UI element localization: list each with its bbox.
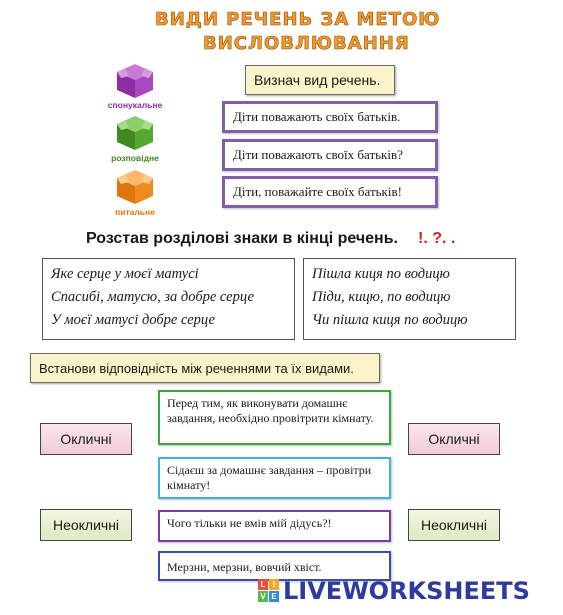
logo-square: L bbox=[258, 579, 268, 590]
box-label-spunkalne: спонукальне bbox=[107, 100, 163, 110]
poem-line[interactable]: Пішла киця по водицю bbox=[312, 266, 450, 282]
sentence-drop-target-1[interactable] bbox=[222, 101, 438, 133]
sentence-text: Діти поважають своїх батьків. bbox=[233, 109, 401, 124]
box-icon-pytalne bbox=[115, 166, 155, 211]
task2-marks: !. ?. . bbox=[418, 230, 456, 247]
logo-squares bbox=[258, 579, 280, 603]
poem-line[interactable]: У моєї матусі добре серце bbox=[51, 312, 215, 328]
task3-instruction: Встанови відповідність між реченнями та їх видами. bbox=[30, 353, 380, 383]
match-sentence-2[interactable]: Сідаєш за домашнє завдання – провітри кімнату! bbox=[158, 457, 391, 499]
sentence-drop-target-3[interactable] bbox=[222, 176, 438, 208]
poem-line[interactable]: Чи пішла киця по водицю bbox=[312, 312, 468, 328]
page-title-line-2: ВИСЛОВЛЮВАННЯ bbox=[203, 33, 410, 54]
label-non-exclamatory-left[interactable]: Неокличні bbox=[40, 509, 132, 541]
sentence-drop-target-2[interactable] bbox=[222, 139, 438, 171]
poem-line[interactable]: Яке серце у моєї матусі bbox=[51, 266, 199, 282]
label-exclamatory-right[interactable]: Окличні bbox=[408, 423, 500, 455]
label-non-exclamatory-right[interactable]: Неокличні bbox=[408, 509, 500, 541]
match-sentence-1[interactable]: Перед тим, як виконувати домашнє завдання, необхідно провітрити кімнату. bbox=[158, 390, 391, 445]
sentence-text: Діти поважають своїх батьків? bbox=[233, 147, 403, 162]
poem-box-right bbox=[303, 258, 516, 340]
task1-instruction: Визнач вид речень. bbox=[245, 65, 395, 95]
poem-line[interactable]: Спасибі, матусю, за добре серце bbox=[51, 289, 254, 305]
logo-square: E bbox=[269, 591, 279, 602]
box-icon-rozpovidne bbox=[115, 112, 155, 157]
logo-square: V bbox=[258, 591, 268, 602]
logo-text: LIVEWORKSHEETS bbox=[283, 577, 530, 605]
match-sentence-4[interactable]: Мерзни, мерзни, вовчий хвіст. bbox=[158, 551, 391, 581]
sentence-text: Діти, поважайте своїх батьків! bbox=[233, 184, 402, 199]
box-label-rozpovidne: розповідне bbox=[111, 153, 159, 163]
task2-instruction: Розстав розділові знаки в кінці речень. bbox=[86, 230, 398, 247]
liveworksheets-logo bbox=[258, 577, 558, 609]
poem-box-left bbox=[42, 258, 295, 340]
logo-square: I bbox=[269, 579, 279, 590]
box-label-pytalne: питальне bbox=[115, 207, 155, 217]
page-title-line-1: ВИДИ РЕЧЕНЬ ЗА МЕТОЮ bbox=[155, 9, 441, 30]
box-icon-spunkalne bbox=[115, 60, 155, 105]
match-sentence-3[interactable]: Чого тільки не вмів мій дідусь?! bbox=[158, 510, 391, 542]
poem-line[interactable]: Піди, кицю, по водицю bbox=[312, 289, 451, 305]
label-exclamatory-left[interactable]: Окличні bbox=[40, 423, 132, 455]
